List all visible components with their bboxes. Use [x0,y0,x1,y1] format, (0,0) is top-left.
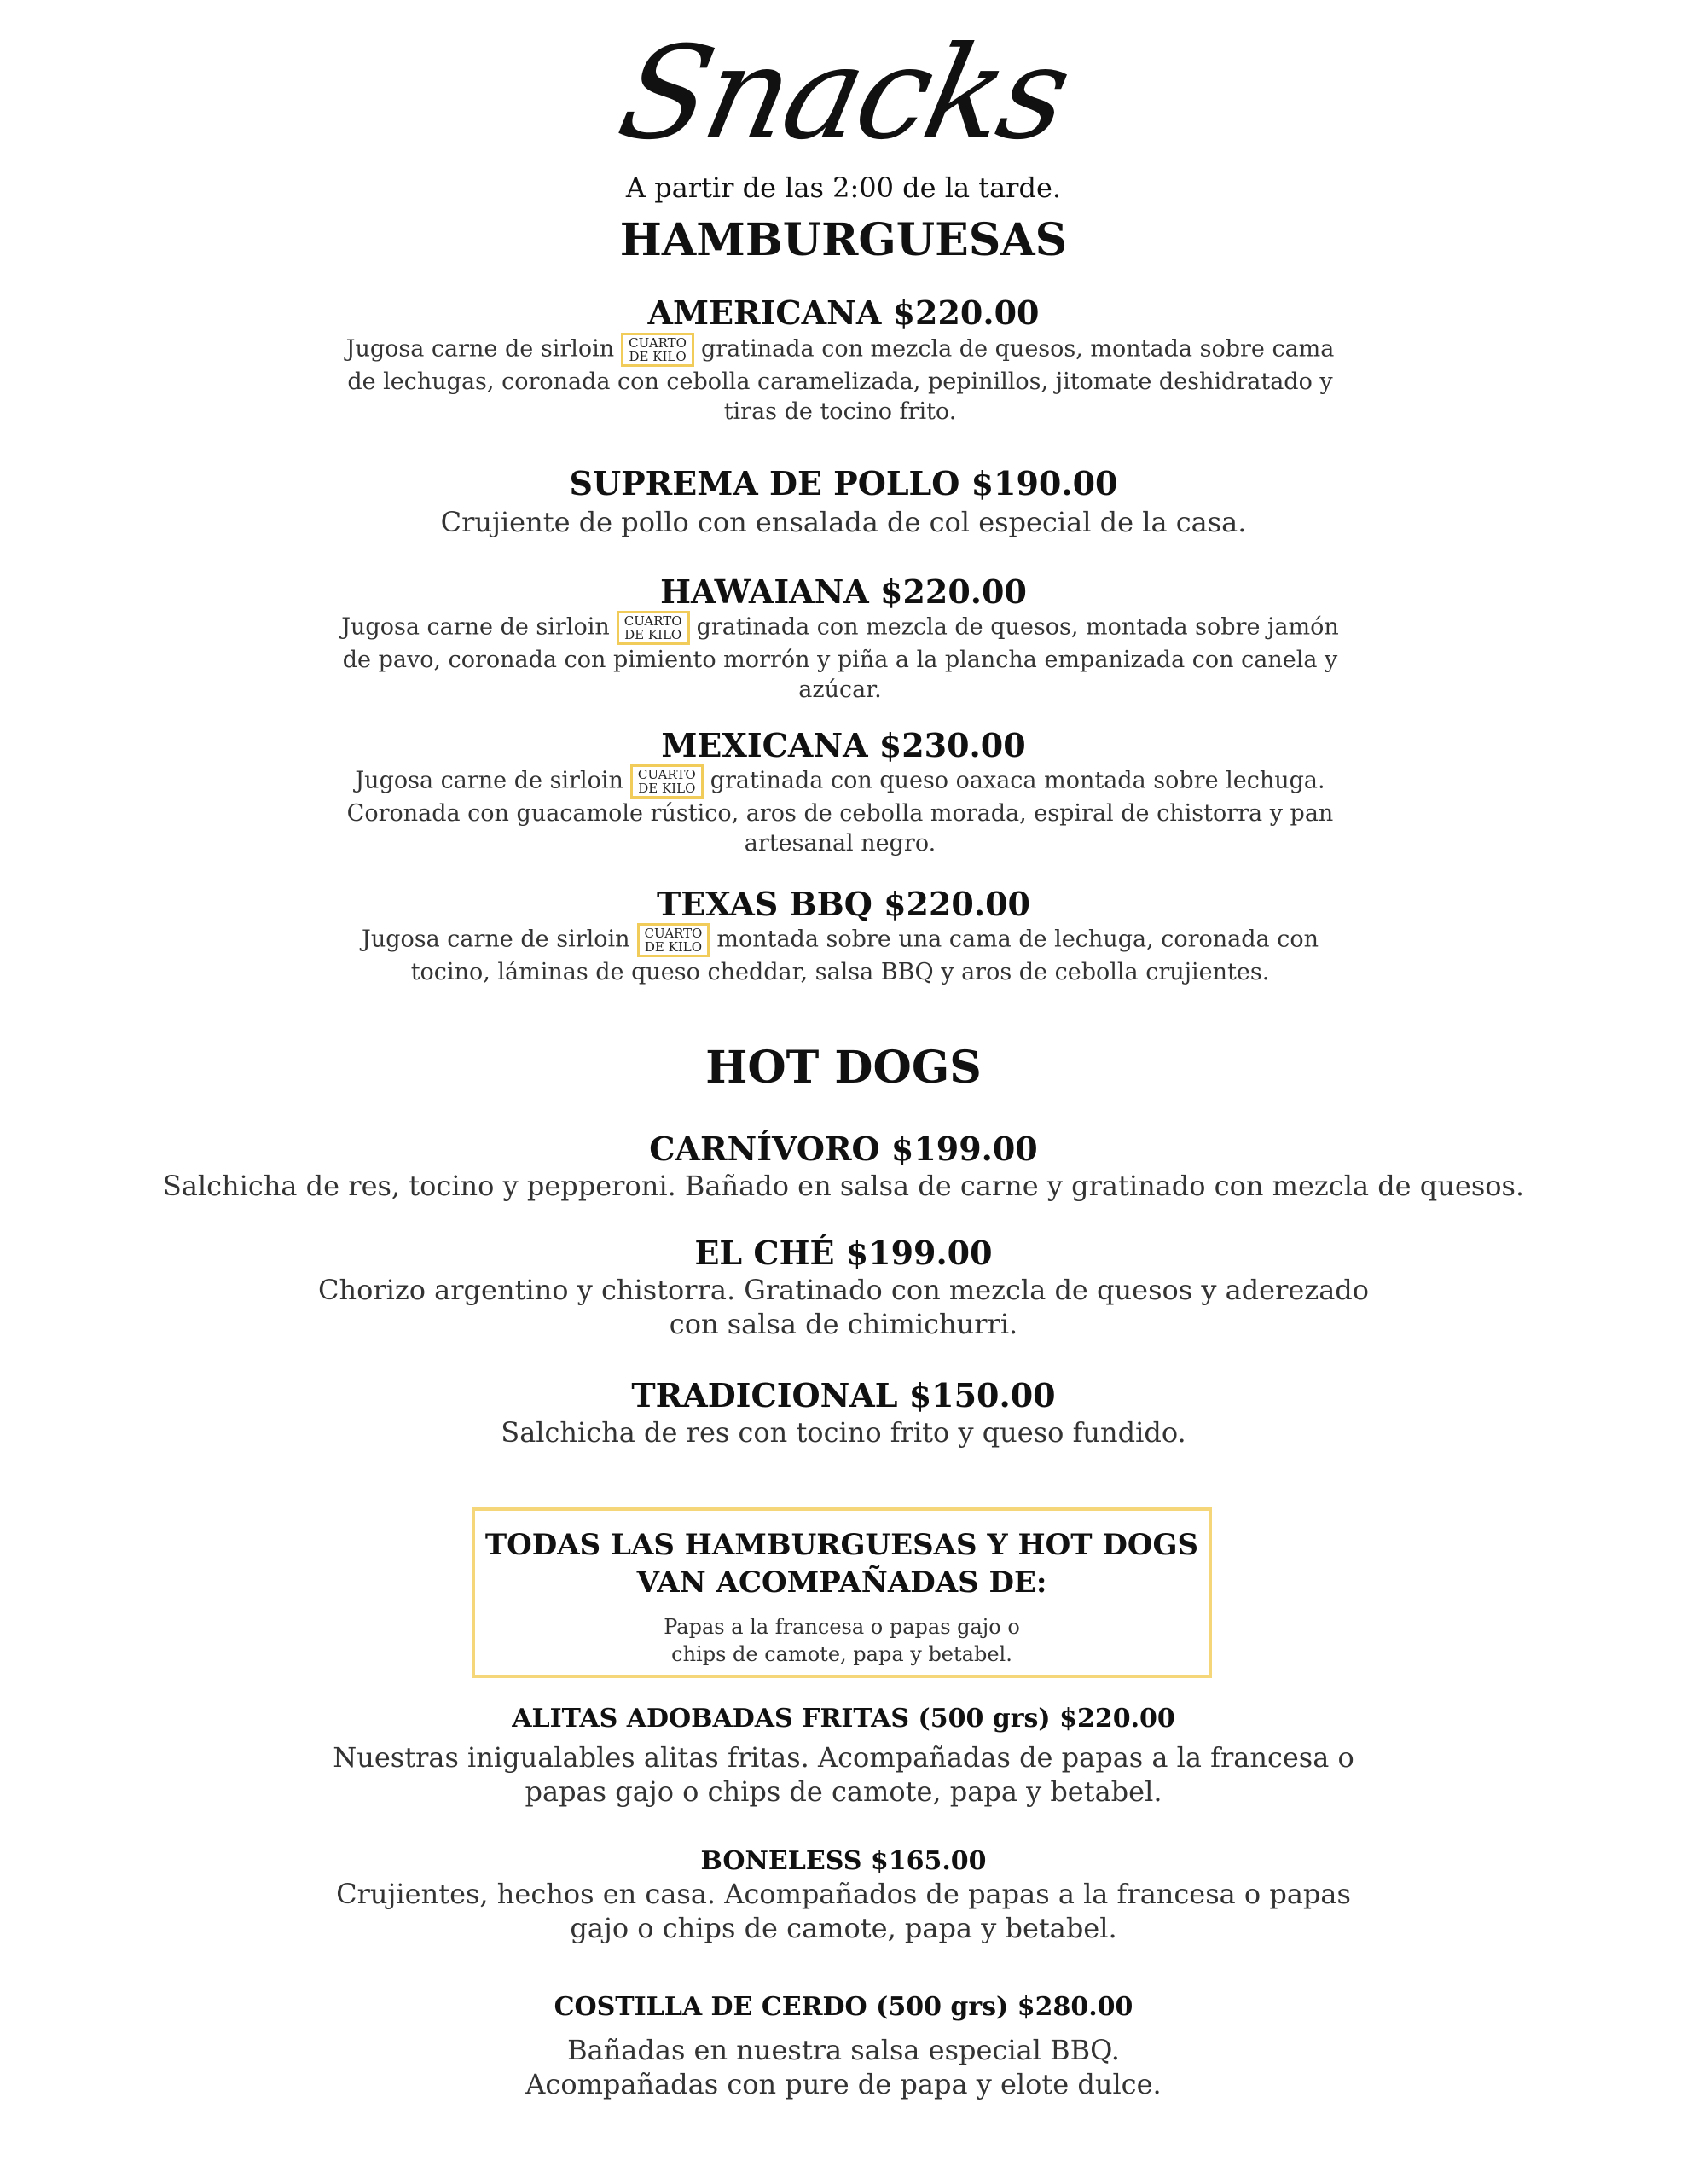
item-title-americana: AMERICANA $220.00 [647,293,1040,332]
item-title-el-che: EL CHÉ $199.00 [694,1234,993,1272]
page-subtitle: A partir de las 2:00 de la tarde. [625,171,1062,204]
sides-notice-box [472,1507,1212,1678]
notice-title-line1: TODAS LAS HAMBURGUESAS Y HOT DOGS [484,1528,1199,1562]
item-desc-mexicana: Jugosa carne de sirloin CUARTO DE KILO gratinada con queso oaxaca montada sobre lechuga. Coronada con guacamole rústico, aros de cebolla morada, espiral de chistorra y pan artesanal negro. [337,764,1343,858]
item-desc-alitas-line1: Nuestras inigualables alitas fritas. Acompañadas de papas a la francesa o [333,1741,1354,1774]
item-desc-boneless-line1: Crujientes, hechos en casa. Acompañados de papas a la francesa o papas [336,1878,1351,1910]
item-desc-carnivoro: Salchicha de res, tocino y pepperoni. Bañado en salsa de carne y gratinado con mezcla de quesos. [162,1170,1525,1202]
cuarto-de-kilo-badge: CUARTO DE KILO [621,333,694,367]
item-title-costilla: COSTILLA DE CERDO (500 grs) $280.00 [554,1992,1133,2022]
item-desc-texas-bbq: Jugosa carne de sirloin CUARTO DE KILO montada sobre una cama de lechuga, coronada con tocino, láminas de queso cheddar, salsa BBQ y aros de cebolla crujientes. [337,923,1343,987]
notice-title-line2: VAN ACOMPAÑADAS DE: [636,1565,1047,1600]
notice-text-line1: Papas a la francesa o papas gajo o [664,1615,1020,1639]
item-desc-boneless-line2: gajo o chips de camote, papa y betabel. [570,1912,1117,1944]
item-title-texas-bbq: TEXAS BBQ $220.00 [657,885,1030,923]
section-title-hamburguesas: HAMBURGUESAS [619,214,1068,266]
item-title-suprema-de-pollo: SUPREMA DE POLLO $190.00 [569,464,1118,502]
item-desc-el-che-line2: con salsa de chimichurri. [669,1308,1018,1340]
cuarto-de-kilo-badge: CUARTO DE KILO [617,611,690,645]
page-title: Snacks [607,20,1080,168]
item-title-boneless: BONELESS $165.00 [700,1846,987,1876]
item-desc-suprema-de-pollo: Crujiente de pollo con ensalada de col especial de la casa. [440,506,1247,538]
item-desc-costilla-line2: Acompañadas con pure de papa y elote dulce. [525,2068,1162,2100]
item-title-tradicional: TRADICIONAL $150.00 [631,1376,1056,1414]
notice-text-line2: chips de camote, papa y betabel. [671,1642,1012,1666]
item-desc-tradicional: Salchicha de res con tocino frito y queso fundido. [501,1416,1186,1449]
item-desc-americana: Jugosa carne de sirloin CUARTO DE KILO gratinada con mezcla de quesos, montada sobre cama de lechugas, coronada con cebolla caramelizada, pepinillos, jitomate deshidratado y tiras de tocino frito. [337,333,1343,427]
item-desc-el-che-line1: Chorizo argentino y chistorra. Gratinado con mezcla de quesos y aderezado [317,1274,1370,1306]
item-title-carnivoro: CARNÍVORO $199.00 [649,1130,1038,1168]
item-desc-alitas-line2: papas gajo o chips de camote, papa y betabel. [525,1775,1162,1808]
item-title-alitas: ALITAS ADOBADAS FRITAS (500 grs) $220.00 [512,1704,1175,1734]
section-title-hot-dogs: HOT DOGS [705,1042,982,1094]
item-title-mexicana: MEXICANA $230.00 [661,726,1026,764]
cuarto-de-kilo-badge: CUARTO DE KILO [637,923,710,957]
item-desc-costilla-line1: Bañadas en nuestra salsa especial BBQ. [567,2034,1120,2066]
cuarto-de-kilo-badge: CUARTO DE KILO [630,764,704,799]
item-desc-hawaiana: Jugosa carne de sirloin CUARTO DE KILO gratinada con mezcla de quesos, montada sobre jamón de pavo, coronada con pimiento morrón y piña a la plancha empanizada con canela y azúcar. [337,611,1343,705]
item-title-hawaiana: HAWAIANA $220.00 [660,572,1027,611]
